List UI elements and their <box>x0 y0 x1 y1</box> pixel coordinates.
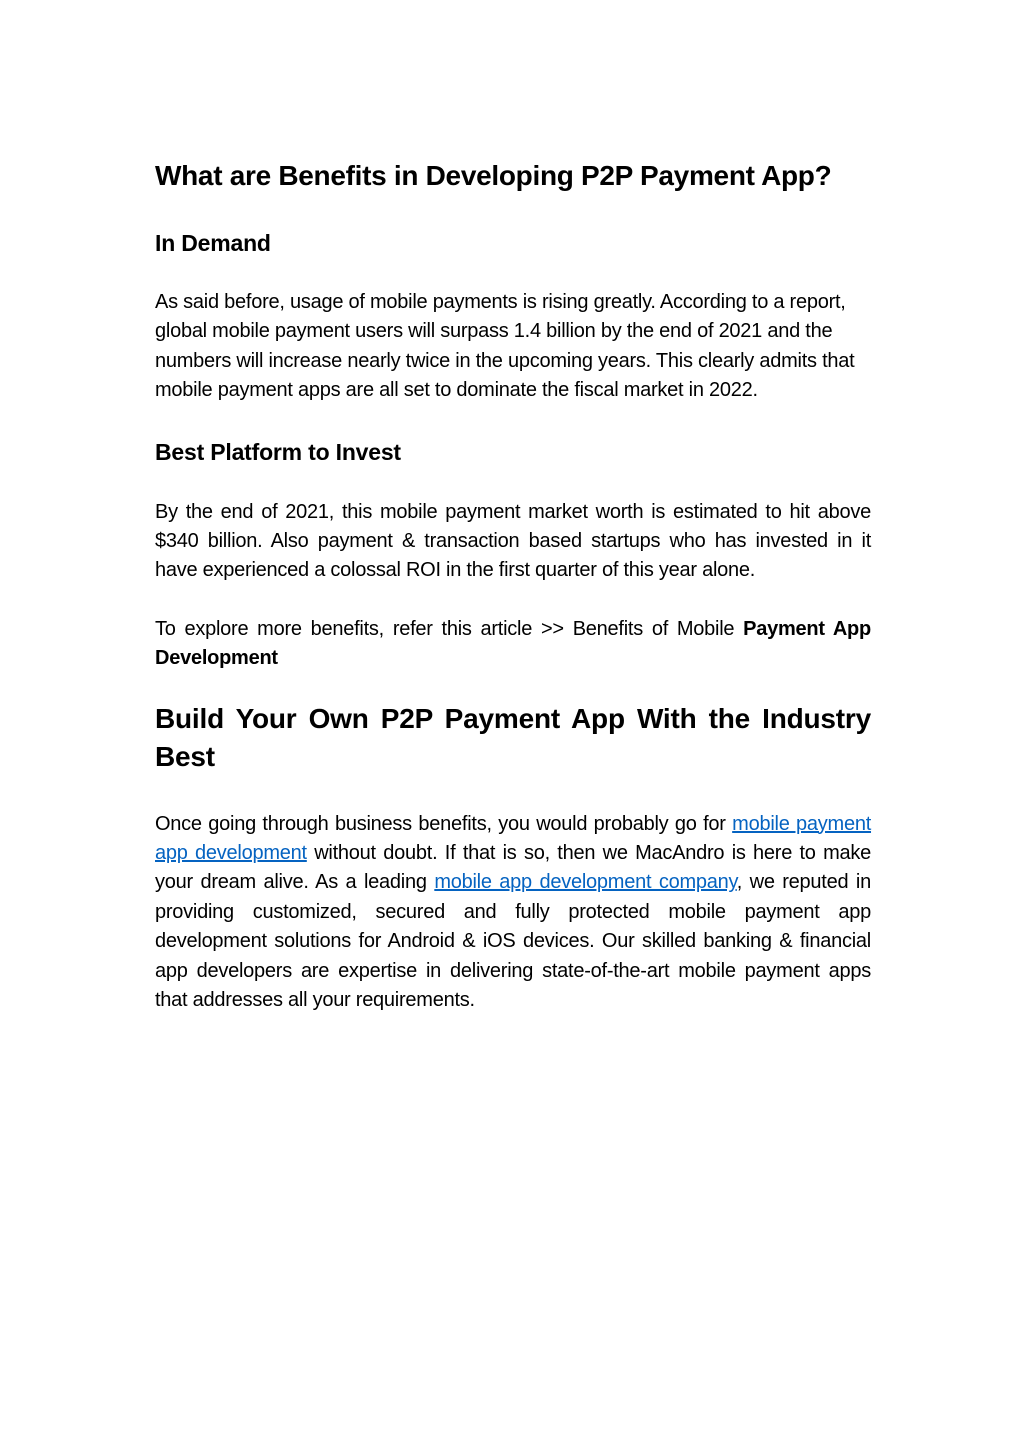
link-mobile-payment-app-development[interactable]: mobile payment app development <box>155 812 872 865</box>
section-heading-in-demand: In Demand <box>155 230 271 256</box>
document-page <box>155 150 871 1016</box>
build-text-1: Once going through business benefits, you would probably go for <box>155 812 733 835</box>
link-mobile-app-development-company[interactable]: mobile app development company <box>434 871 737 894</box>
build-text-2: without doubt. If that is so, then we MacAndro is here to make your dream alive. As a leading <box>155 842 871 894</box>
paragraph-explore <box>155 615 871 674</box>
explore-text: To explore more benefits, refer this article >> Benefits of Mobile <box>155 617 744 640</box>
section-heading-build: Build Your Own P2P Payment App With the Industry Best <box>155 702 871 772</box>
paragraph-in-demand: As said before, usage of mobile payments is rising greatly. According to a report, global mobile payment users will surpass 1.4 billion by the end of 2021 and the numbers will increase nearly twice in the upcoming years. This clearly admits that mobile payment apps are all set to dominate the fiscal market in 2022. <box>155 291 855 402</box>
build-text-3: , we reputed in providing customized, secured and fully protected mobile payment app development solutions for Android & iOS devices. Our skilled banking & financial app developers are expertise in delivering state-of-the-art mobile payment apps that addresses all your requirements. <box>155 871 871 1012</box>
paragraph-best-platform: By the end of 2021, this mobile payment market worth is estimated to hit above $340 billion. Also payment & transaction based startups who has invested in it have experienced a colossal ROI in the first quarter of this year alone. <box>155 500 871 582</box>
section-heading-best-platform: Best Platform to Invest <box>155 438 401 465</box>
page-title: What are Benefits in Developing P2P Payment App? <box>155 160 832 191</box>
explore-bold-text: Payment App Development <box>155 617 871 670</box>
paragraph-build <box>155 810 871 1016</box>
